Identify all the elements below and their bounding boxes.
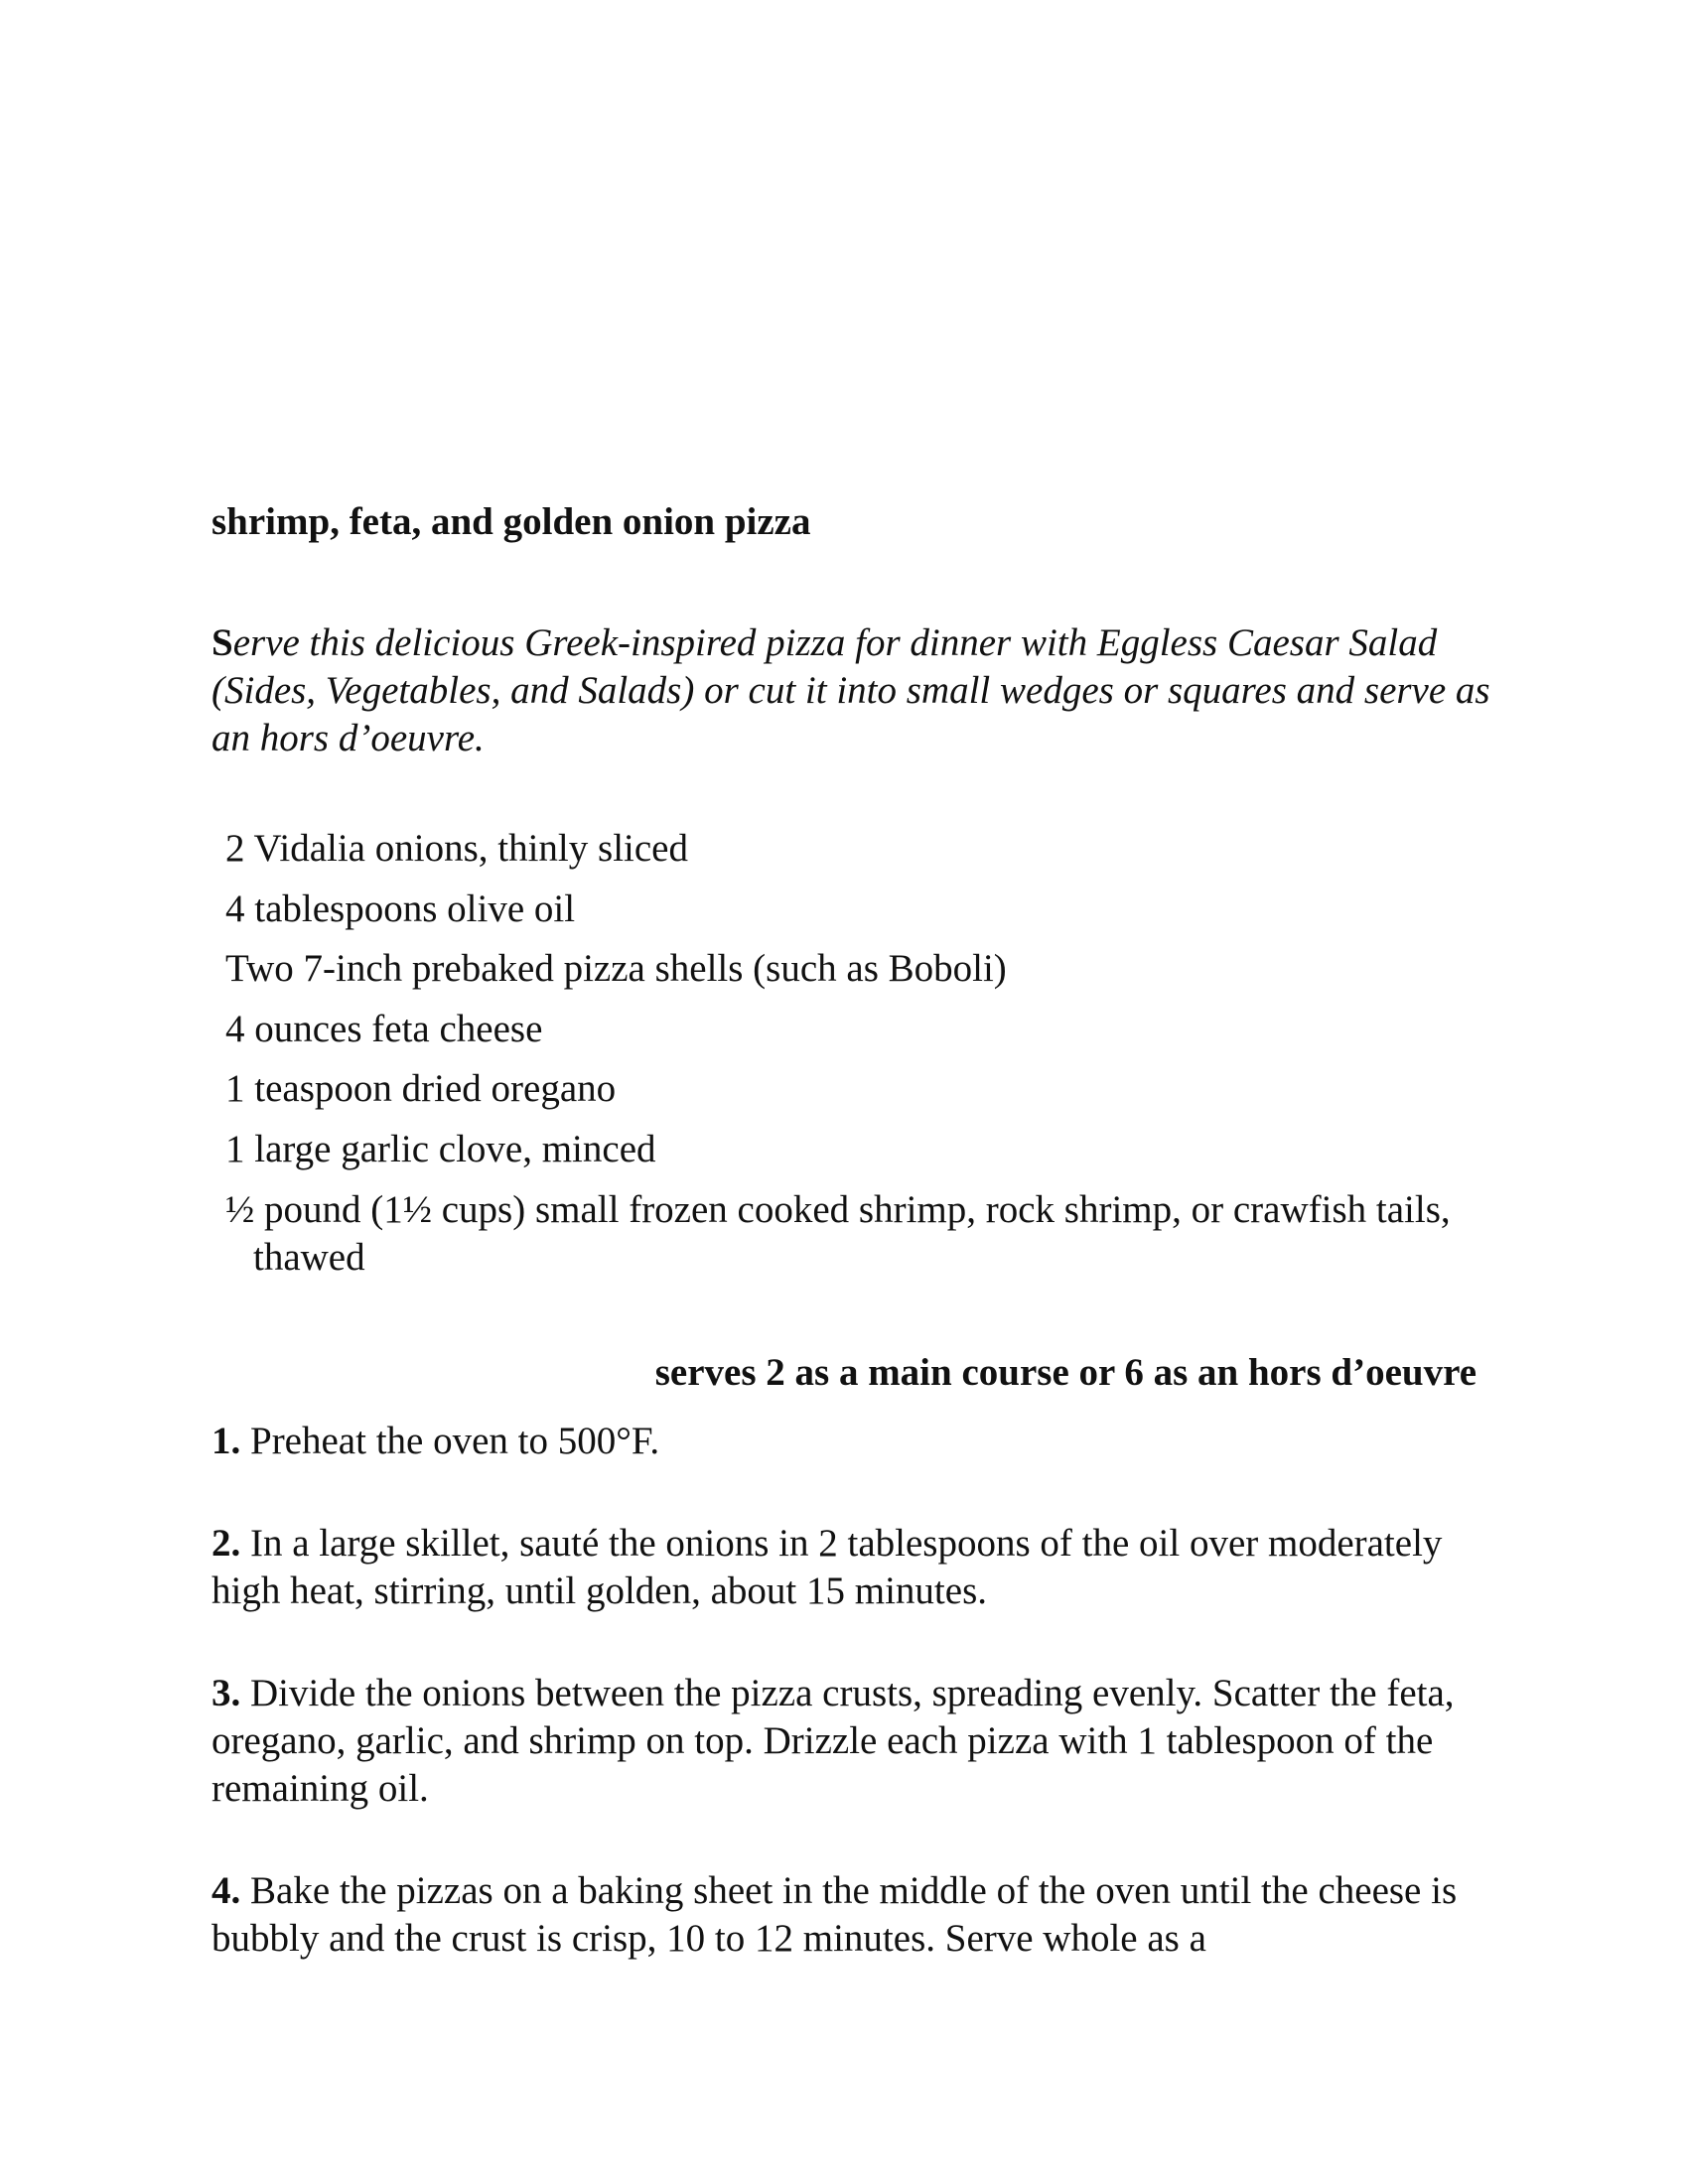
ingredient-item: 4 tablespoons olive oil xyxy=(225,887,576,930)
step-number: 1. xyxy=(211,1420,241,1462)
step-item xyxy=(211,1520,1492,1615)
ingredient-item: ½ pound (1½ cups) small frozen cooked shrimp, rock shrimp, or crawfish tails, thawed xyxy=(225,1187,1451,1279)
ingredient-item: 4 ounces feta cheese xyxy=(225,1007,543,1050)
step-text: Bake the pizzas on a baking sheet in the middle of the oven until the cheese is bubbly and the crust is crisp, 10 to 12 minutes. Serve whole as a xyxy=(211,1869,1458,1960)
step-number: 4. xyxy=(211,1869,241,1912)
recipe-title: shrimp, feta, and golden onion pizza xyxy=(211,500,811,543)
recipe-intro xyxy=(211,619,1502,762)
step-list xyxy=(211,1418,1492,1963)
ingredient-item: 1 teaspoon dried oregano xyxy=(225,1067,617,1111)
ingredient-item: 2 Vidalia onions, thinly sliced xyxy=(225,827,688,870)
step-text: In a large skillet, sauté the onions in 2 tablespoons of the oil over moderately high heat, stirring, until golden, about 15 minutes. xyxy=(211,1522,1443,1612)
intro-text: erve this delicious Greek-inspired pizza for dinner with Eggless Caesar Salad (Sides, Vegetables, and Salads) or cut it into small wedges or squares and serve as an hors d’oeuvre. xyxy=(211,621,1490,759)
ingredient-item: Two 7-inch prebaked pizza shells (such as Boboli) xyxy=(225,947,1007,991)
intro-dropcap: S xyxy=(211,621,233,664)
step-number: 2. xyxy=(211,1522,241,1565)
step-number: 3. xyxy=(211,1672,241,1714)
step-item xyxy=(211,1867,1492,1963)
step-item xyxy=(211,1670,1492,1813)
step-text: Divide the onions between the pizza crusts, spreading evenly. Scatter the feta, oregano, garlic, and shrimp on top. Drizzle each pizza with 1 tablespoon of the remaining oil. xyxy=(211,1672,1455,1810)
step-text: Preheat the oven to 500°F. xyxy=(250,1420,660,1462)
step-item xyxy=(211,1418,1492,1465)
ingredient-list xyxy=(225,825,1516,1294)
recipe-yield: serves 2 as a main course or 6 as an hors d’oeuvre xyxy=(654,1351,1477,1394)
ingredient-item: 1 large garlic clove, minced xyxy=(225,1127,656,1170)
